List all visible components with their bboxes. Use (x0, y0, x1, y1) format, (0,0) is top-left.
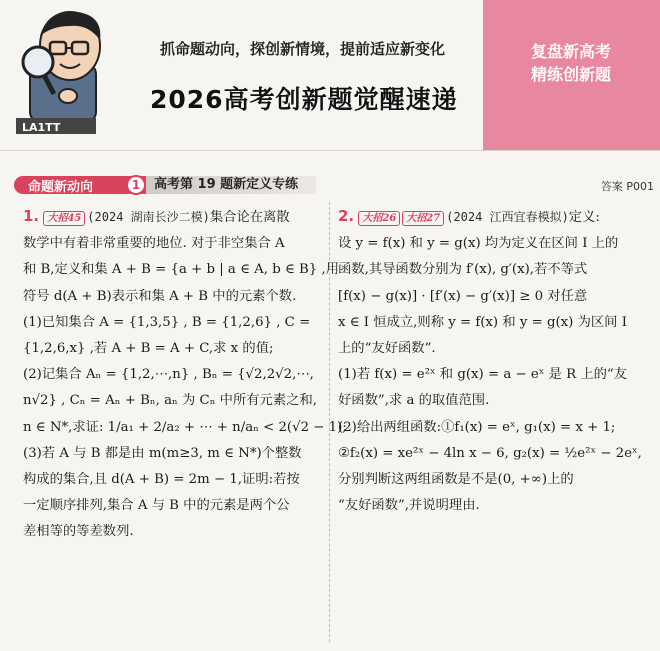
page-header (0, 0, 660, 160)
q2-tag-2: 大招27 (402, 211, 444, 226)
q1-tag: 大招45 (43, 211, 85, 226)
q2-line: 设 y = f(x) 和 y = g(x) 均为定义在区间 I 上的 (338, 236, 619, 252)
section-topic: 高考第 19 题新定义专练 (154, 177, 299, 192)
q2-text-0: 定义: (568, 210, 600, 225)
header-divider (0, 150, 660, 151)
q1-line: 构成的集合,且 d(A + B) = 2m − 1,证明:若按 (23, 472, 300, 488)
q1-line: (2)记集合 Aₙ = {1,2,⋯,n} , Bₙ = {√2,2√2,⋯, (23, 367, 314, 383)
q2-line: 上的“友好函数”. (338, 341, 436, 357)
page-title: 2026高考创新题觉醒速递 (150, 85, 458, 114)
q1-line: 一定顺序排列,集合 A 与 B 中的元素是两个公 (23, 498, 290, 514)
answer-reference: 答案 P001 (600, 180, 654, 193)
q2-line: (1)若 f(x) = e²ˣ 和 g(x) = a − eˣ 是 R 上的“友 (338, 367, 628, 383)
q2-line: ②f₂(x) = xe²ˣ − 4ln x − 6, g₂(x) = ½e²ˣ − 2eˣ, (338, 445, 642, 461)
q1-line: n ∈ N*,求证: 1/a₁ + 2/a₂ + ⋯ + n/aₙ < 2(√2 − 1); (23, 419, 347, 435)
q2-source: (2024 江西宜春模拟) (446, 210, 569, 224)
header-slogan: 抓命题动向，探创新情境，提前适应新变化 (160, 40, 446, 58)
svg-text:LA1TT: LA1TT (22, 121, 61, 134)
q1-line-0 (23, 203, 323, 231)
q2-line: [f(x) − g(x)] · [f′(x) − g′(x)] ≥ 0 对任意 (338, 288, 588, 304)
q1-source: (2024 湖南长沙二模) (87, 210, 210, 224)
q2-line: 好函数”,求 a 的取值范围. (338, 393, 490, 409)
q2-line-0 (338, 203, 638, 231)
section-bar (14, 176, 654, 194)
q1-line: 数学中有着非常重要的地位. 对于非空集合 A (23, 236, 285, 252)
q1-text-0: 集合论在离散 (209, 210, 290, 225)
mascot-illustration (8, 6, 138, 141)
q1-line: (1)已知集合 A = {1,3,5} , B = {1,2,6} , C = (23, 314, 311, 330)
question-2 (338, 203, 642, 519)
q2-line: 分别判断这两组函数是不是(0, +∞)上的 (338, 472, 574, 488)
corner-badge (483, 0, 660, 150)
question-1 (23, 203, 347, 546)
q1-line: 和 B,定义和集 A + B = {a + b | a ∈ A, b ∈ B} ,用 (23, 262, 339, 278)
badge-line-1: 复盘新高考 (530, 42, 611, 61)
q2-number: 2. (338, 207, 355, 225)
q1-line: n√2} , Cₙ = Aₙ + Bₙ, aₙ 为 Cₙ 中所有元素之和, (23, 393, 317, 409)
q1-line: {1,2,6,x} ,若 A + B = A + C,求 x 的值; (23, 341, 274, 357)
q2-line: “友好函数”,并说明理由. (338, 498, 480, 514)
q1-line: 符号 d(A + B)表示和集 A + B 中的元素个数. (23, 288, 297, 304)
section-number: 1 (126, 175, 146, 195)
q2-line: (2)给出两组函数:①f₁(x) = eˣ, g₁(x) = x + 1; (338, 419, 616, 435)
q1-line: (3)若 A 与 B 都是由 m(m≥3, m ∈ N*)个整数 (23, 445, 302, 461)
section-label: 命题新动向 (28, 180, 94, 195)
q1-number: 1. (23, 207, 40, 225)
q2-line: 函数,其导函数分别为 f′(x), g′(x),若不等式 (338, 262, 588, 278)
q2-line: x ∈ I 恒成立,则称 y = f(x) 和 y = g(x) 为区间 I (338, 314, 627, 330)
q2-tag-1: 大招26 (358, 211, 400, 226)
q1-line: 差相等的等差数列. (23, 524, 134, 540)
badge-line-2: 精练创新题 (530, 65, 611, 84)
